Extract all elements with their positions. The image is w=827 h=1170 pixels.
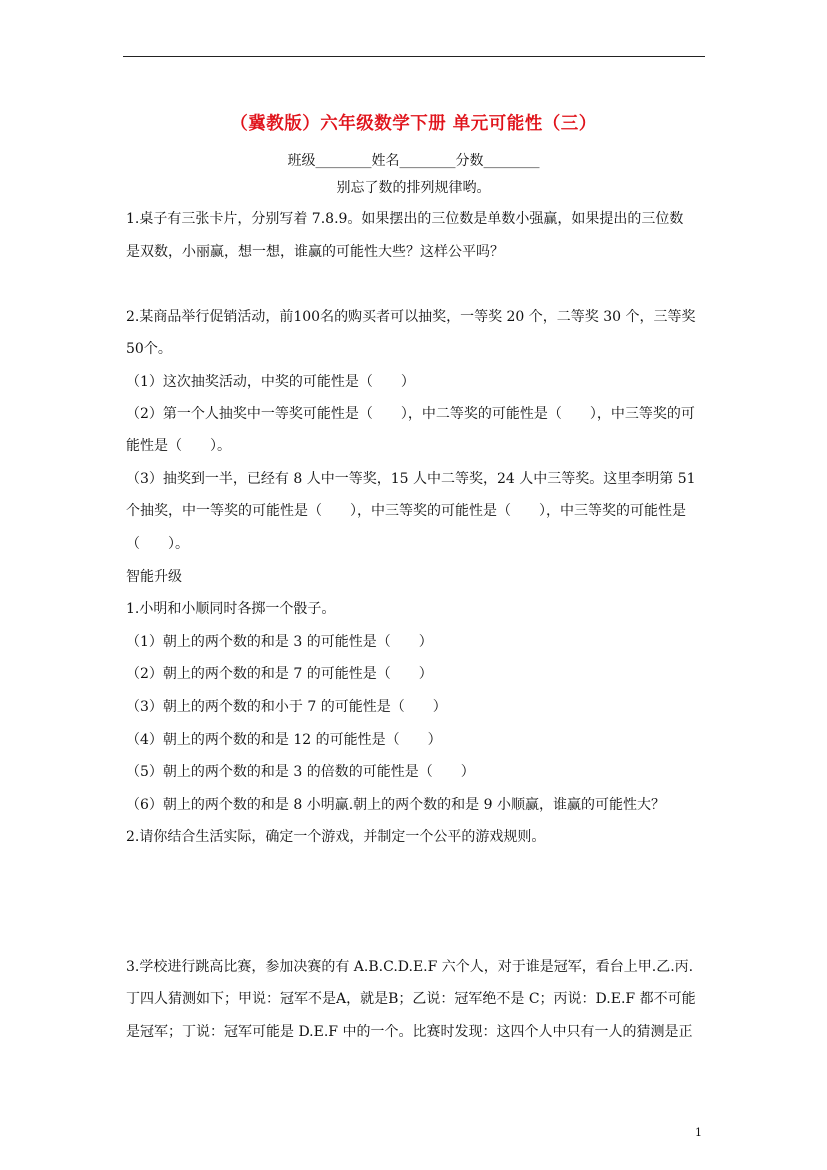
question-line: 1.桌子有三张卡片，分别写着 7.8.9。如果摆出的三位数是单数小强赢，如果提出的三位数 bbox=[126, 211, 684, 227]
question-line: 丁四人猜测如下；甲说：冠军不是A，就是B；乙说：冠军绝不是 C；丙说：D.E.F 都不可能 bbox=[126, 991, 696, 1007]
question-line: （ ）。 bbox=[126, 536, 189, 552]
student-info-line: 班级________姓名________分数________ bbox=[287, 153, 540, 169]
question-line: （5）朝上的两个数的和是 3 的倍数的可能性是（ ） bbox=[126, 764, 475, 780]
page-number: 1 bbox=[695, 1126, 702, 1139]
question-line: 50个。 bbox=[126, 341, 172, 357]
question-line: 2.请你结合生活实际，确定一个游戏，并制定一个公平的游戏规则。 bbox=[126, 829, 546, 845]
page-title: （冀教版）六年级数学下册 单元可能性（三） bbox=[230, 114, 597, 134]
tip-text: 别忘了数的排列规律哟。 bbox=[336, 180, 491, 196]
question-line: （6）朝上的两个数的和是 8 小明赢.朝上的两个数的和是 9 小顺赢，谁赢的可能性大？ bbox=[126, 797, 665, 813]
question-line: 2.某商品举行促销活动，前100名的购买者可以抽奖，一等奖 20 个，二等奖 30 个，三等奖 bbox=[126, 309, 696, 325]
question-line: 能性是（ ）。 bbox=[126, 438, 231, 454]
question-line: （2）第一个人抽奖中一等奖可能性是（ ），中二等奖的可能性是（ ），中三等奖的可 bbox=[126, 406, 695, 422]
question-line: （4）朝上的两个数的和是 12 的可能性是（ ） bbox=[126, 732, 442, 748]
question-line: 是双数，小丽赢，想一想，谁赢的可能性大些？这样公平吗？ bbox=[126, 244, 504, 260]
question-line: （1）这次抽奖活动，中奖的可能性是（ ） bbox=[126, 374, 415, 390]
header-rule bbox=[123, 56, 705, 57]
question-line: 1.小明和小顺同时各掷一个骰子。 bbox=[126, 601, 336, 617]
question-line: （2）朝上的两个数的和是 7 的可能性是（ ） bbox=[126, 666, 433, 682]
question-line: 个抽奖，中一等奖的可能性是（ ），中三等奖的可能性是（ ），中三等奖的可能性是 bbox=[126, 503, 686, 519]
question-line: （3）抽奖到一半，已经有 8 人中一等奖，15 人中二等奖，24 人中三等奖。这里李明第 51 bbox=[126, 471, 696, 487]
section-heading: 智能升级 bbox=[126, 569, 182, 585]
question-line: 3.学校进行跳高比赛，参加决赛的有 A.B.C.D.E.F 六个人，对于谁是冠军，看台上甲.乙.丙. bbox=[126, 959, 694, 975]
question-line: 是冠军；丁说：冠军可能是 D.E.F 中的一个。比赛时发现：这四个人中只有一人的猜测是正 bbox=[126, 1024, 693, 1040]
question-line: （3）朝上的两个数的和小于 7 的可能性是（ ） bbox=[126, 699, 447, 715]
question-line: （1）朝上的两个数的和是 3 的可能性是（ ） bbox=[126, 634, 433, 650]
